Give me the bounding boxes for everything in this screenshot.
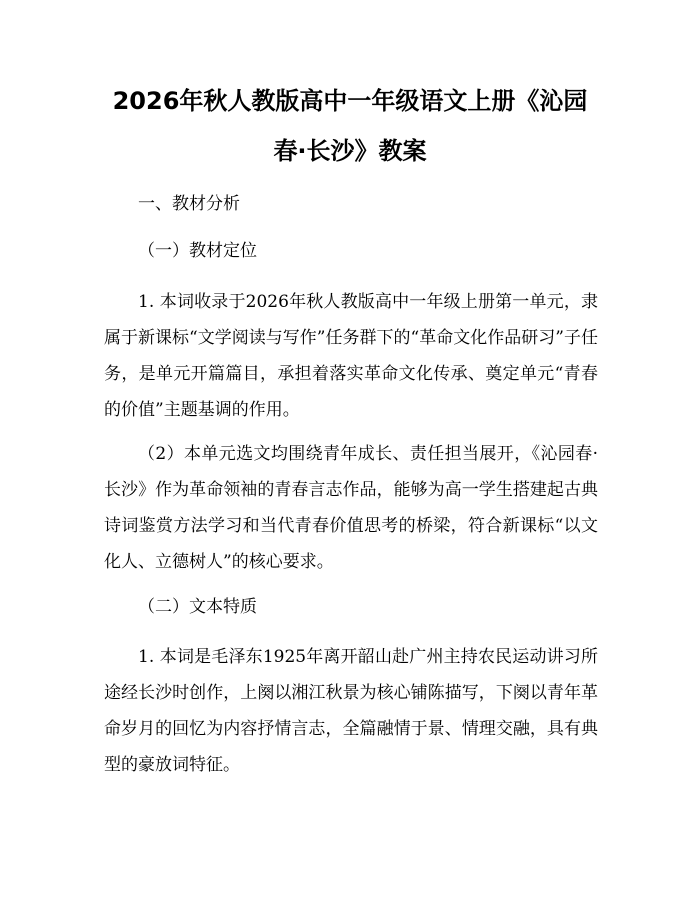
paragraph-text-features-1: 1. 本词是毛泽东1925年离开韶山赴广州主持农民运动讲习所途经长沙时创作，上阕以湘江秋景为核心铺陈描写，下阕以青年革命岁月的回忆为内容抒情言志，全篇融情于景、情理交融，具有典型的豪放词特征。 [104, 647, 598, 775]
subsection-heading-text-features: （二）文本特质 [138, 597, 257, 617]
paragraph-positioning-1: 1. 本词收录于2026年秋人教版高中一年级上册第一单元，隶属于新课标“文学阅读与写作”任务群下的“革命文化作品研习”子任务，是单元开篇篇目，承担着落实革命文化传承、奠定单元“青春的价值”主题基调的作用。 [104, 292, 598, 420]
document-title-line-2: 春·长沙》教案 [273, 137, 427, 165]
subsection-heading-positioning: （一）教材定位 [138, 241, 257, 261]
paragraph-positioning-2: （2）本单元选文均围绕青年成长、责任担当展开，《沁园春·长沙》作为革命领袖的青春言志作品，能够为高一学生搭建起古典诗词鉴赏方法学习和当代青春价值思考的桥梁，符合新课标“以文化人、立德树人”的核心要求。 [104, 444, 598, 572]
document-title-line-1: 2026年秋人教版高中一年级语文上册《沁园 [112, 87, 588, 115]
section-heading-textbook-analysis: 一、教材分析 [138, 194, 240, 214]
